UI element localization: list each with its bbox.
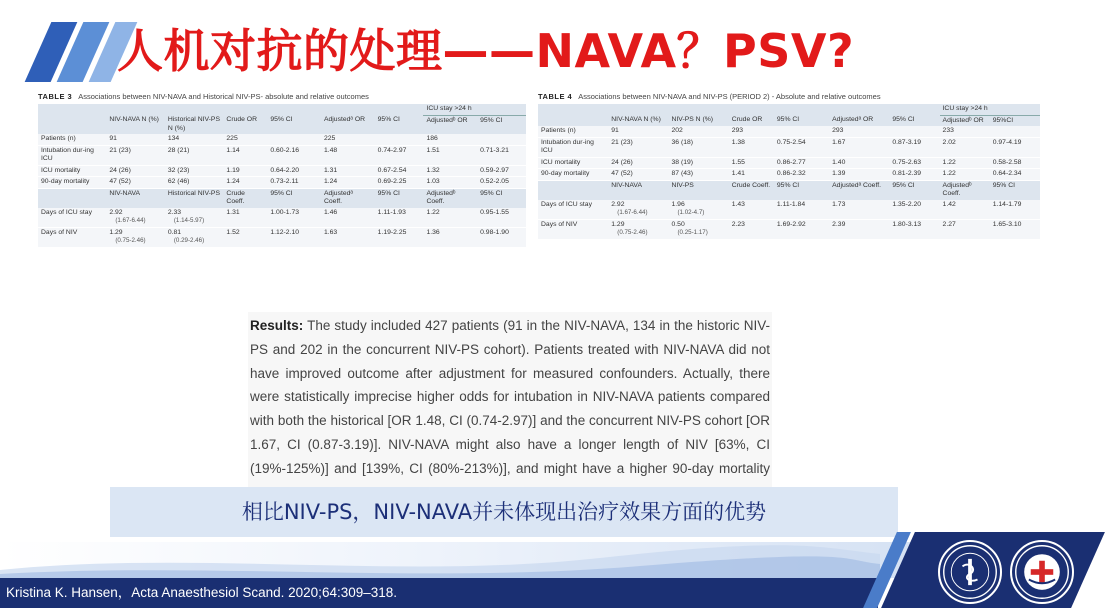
table-cell: 0.95-1.55 [477, 208, 526, 228]
table-cell [165, 227, 224, 247]
table-cell: 0.67-2.54 [375, 165, 424, 177]
conclusion-banner: 相比NIV-PS，NIV-NAVA并未体现出治疗效果方面的优势 [110, 487, 898, 537]
table-cell-value: (0.75-2.46) [617, 229, 648, 236]
table-cell: 0.86-2.77 [774, 157, 829, 169]
table-cell-value: 2.92 [109, 208, 123, 216]
table-cell: Days of ICU stay [38, 208, 106, 228]
table-cell [774, 104, 829, 115]
table-cell: 0.58-2.58 [990, 157, 1040, 169]
table-row [38, 227, 526, 247]
table-cell: 2.23 [729, 219, 774, 239]
table-cell: 1.67 [829, 137, 889, 157]
table-cell: ICU mortality [538, 157, 608, 169]
table-cell: 1.35-2.20 [889, 200, 939, 220]
table-cell-value: (0.25-1.17) [677, 229, 708, 236]
table-cell: 0.73-2.11 [267, 177, 321, 189]
table-cell [267, 134, 321, 145]
table-cell: 1.51 [423, 145, 477, 165]
table-cell [538, 104, 608, 115]
table-cell: Adjustedᵃ OR [321, 115, 375, 134]
icu-stay-header: ICU stay >24 h [423, 104, 526, 115]
table-cell: Intubation dur-ing ICU [538, 137, 608, 157]
table-cell: 1.69-2.92 [774, 219, 829, 239]
table-cell: 36 (18) [669, 137, 729, 157]
table-cell [774, 126, 829, 137]
table-cell: 95% CI [375, 188, 424, 208]
table-cell [223, 104, 267, 115]
table-cell [375, 104, 424, 115]
table-row [538, 169, 1040, 181]
table-cell: 38 (19) [669, 157, 729, 169]
table-cell [106, 104, 165, 115]
table-cell: 1.42 [940, 200, 990, 220]
table-cell: 95% CI [267, 188, 321, 208]
table-cell: 1.63 [321, 227, 375, 247]
table-cell: Intubation dur-ing ICU [38, 145, 106, 165]
table-cell [38, 104, 106, 115]
table-cell: 95% CI [477, 188, 526, 208]
table-cell: 2.02 [940, 137, 990, 157]
citation: Kristina K. Hansen，Acta Anaesthesiol Scand. 2020;64:309–318. [0, 578, 878, 608]
table-cell [538, 115, 608, 126]
table-cell: ICU mortality [38, 165, 106, 177]
table-cell: 1.00-1.73 [267, 208, 321, 228]
table-cell: 1.65-3.10 [990, 219, 1040, 239]
table-cell [477, 134, 526, 145]
table-cell [889, 104, 939, 115]
table-cell [165, 104, 224, 115]
table-cell: Adjustedᵇ Coeff. [423, 188, 477, 208]
table-cell: 21 (23) [106, 145, 165, 165]
table-row [538, 137, 1040, 157]
table-cell: 0.59-2.97 [477, 165, 526, 177]
table-cell: 2.39 [829, 219, 889, 239]
table-cell: 91 [608, 126, 668, 137]
table-cell: 28 (21) [165, 145, 224, 165]
table-cell: NIV-NAVA N (%) [106, 115, 165, 134]
table-cell: 21 (23) [608, 137, 668, 157]
table-cell: 24 (26) [608, 157, 668, 169]
table-row [538, 126, 1040, 137]
table-cell-value: (0.29-2.46) [173, 237, 205, 244]
table-cell: 91 [106, 134, 165, 145]
table-cell: 293 [729, 126, 774, 137]
table-cell-value: 1.29 [611, 220, 625, 228]
table-cell: Adjustedᵃ OR [829, 115, 889, 126]
footer-wave [0, 540, 880, 578]
table-cell: Days of NIV [38, 227, 106, 247]
table-caption [38, 90, 526, 104]
table-cell: 1.46 [321, 208, 375, 228]
table-cell-value: 1.96 [671, 200, 685, 208]
table-cell: 62 (46) [165, 177, 224, 189]
table-row [38, 177, 526, 189]
table-cell: 1.14-1.79 [990, 200, 1040, 220]
table-cell: 90-day mortality [538, 169, 608, 181]
table-cell: 1.12-2.10 [267, 227, 321, 247]
table-cell: 0.64-2.20 [267, 165, 321, 177]
table-cell: 47 (52) [608, 169, 668, 181]
table-row [538, 157, 1040, 169]
table-row [538, 219, 1040, 239]
table-cell: 1.32 [423, 165, 477, 177]
table-3-grid [38, 104, 526, 248]
table-cell: 1.22 [940, 169, 990, 181]
table-cell: 202 [669, 126, 729, 137]
table-cell: 1.48 [321, 145, 375, 165]
icu-stay-header: ICU stay >24 h [940, 104, 1040, 115]
table-cell: Crude Coeff. [729, 180, 774, 200]
table-cell-value: 0.50 [671, 220, 685, 228]
table-cell: 1.11-1.84 [774, 200, 829, 220]
table-cell: Patients (n) [538, 126, 608, 137]
table-cell: Historical NIV-PS [165, 188, 224, 208]
table-cell [608, 200, 668, 220]
table-cell: 0.71-3.21 [477, 145, 526, 165]
table-cell: 0.87-3.19 [889, 137, 939, 157]
table-cell-value: (0.75-2.46) [115, 237, 146, 244]
table-header-row [38, 188, 526, 208]
table-cell: 1.24 [321, 177, 375, 189]
table-cell: Patients (n) [38, 134, 106, 145]
table-cell: 95% CI [990, 180, 1040, 200]
table-3 [38, 90, 526, 248]
table-cell: 95% CI [477, 115, 526, 134]
table-cell: Historical NIV-PS N (%) [165, 115, 224, 134]
table-cell-value: (1.02-4.7) [677, 209, 705, 216]
table-label: TABLE 4 [538, 92, 573, 101]
table-cell: 1.24 [223, 177, 267, 189]
table-cell: 24 (26) [106, 165, 165, 177]
table-cell: Adjustedᵃ Coeff. [829, 180, 889, 200]
table-cell: Days of ICU stay [538, 200, 608, 220]
results-label: Results: [250, 318, 304, 333]
results-text: The study included 427 patients (91 in the NIV-NAVA, 134 in the historic NIV-PS and 202 in the concurrent NIV-PS cohort). Patients treated with NIV-NAVA did not have improved outcome after adjustment for measured confounders. Actually, there were statistically imprecise higher odds for intubation in NIV-NAVA patients compared with both the historical [OR 1.48, CI (0.74-2.97)] and the concurrent NIV-PS cohort [OR 1.67, CI (0.87-3.19)]. NIV-NAVA might also have a longer length of NIV [63%, CI (19%-125%)] and [139%, CI (80%-213%)], and might have a higher 90-day mortality [250, 318, 770, 476]
table-cell: NIV-NAVA [106, 188, 165, 208]
table-cell: 1.52 [223, 227, 267, 247]
table-cell: Adjustedᵇ Coeff. [940, 180, 990, 200]
table-cell: Crude OR [729, 115, 774, 126]
table-row [38, 165, 526, 177]
table-cell: NIV-NAVA N (%) [608, 115, 668, 126]
table-cell: 1.41 [729, 169, 774, 181]
table-cell: 1.38 [729, 137, 774, 157]
table-cell [608, 104, 668, 115]
table-cell [729, 104, 774, 115]
table-cell [608, 219, 668, 239]
table-header-row [38, 115, 526, 134]
table-cell: 0.69-2.25 [375, 177, 424, 189]
table-cell: 0.86-2.32 [774, 169, 829, 181]
table-cell: 293 [829, 126, 889, 137]
table-cell: 186 [423, 134, 477, 145]
table-cell: 0.52-2.05 [477, 177, 526, 189]
table-cell: 1.22 [423, 208, 477, 228]
table-cell [106, 227, 165, 247]
table-cell: 95% CI [774, 180, 829, 200]
table-header-row [538, 115, 1040, 126]
table-cell: 2.27 [940, 219, 990, 239]
table-caption-text: Associations between NIV-NAVA and NIV-PS (PERIOD 2) - Absolute and relative outcomes [578, 92, 881, 101]
table-cell: 1.31 [321, 165, 375, 177]
table-cell: 225 [223, 134, 267, 145]
results-paragraph [248, 312, 772, 487]
table-cell: 0.60-2.16 [267, 145, 321, 165]
table-cell: Crude Coeff. [223, 188, 267, 208]
table-cell: 1.55 [729, 157, 774, 169]
table-cell [165, 208, 224, 228]
table-cell: 233 [940, 126, 990, 137]
table-cell [38, 115, 106, 134]
table-caption [538, 90, 1040, 104]
table-cell: 1.43 [729, 200, 774, 220]
table-cell-value: 1.29 [109, 228, 123, 236]
table-cell: 90-day mortality [38, 177, 106, 189]
table-cell: 1.36 [423, 227, 477, 247]
table-cell [106, 208, 165, 228]
table-cell [538, 180, 608, 200]
table-cell-value: 2.33 [167, 208, 182, 216]
table-cell: Adjustedᵃ Coeff. [321, 188, 375, 208]
table-cell: 95% CI [889, 180, 939, 200]
table-cell: Adjustedᵇ OR [940, 115, 990, 126]
table-cell [889, 126, 939, 137]
table-cell: 95% CI [375, 115, 424, 134]
table-cell: 0.98-1.90 [477, 227, 526, 247]
university-seal-icon [938, 540, 1002, 604]
table-cell: Crude OR [223, 115, 267, 134]
table-cell: 47 (52) [106, 177, 165, 189]
table-cell [829, 104, 889, 115]
table-cell: NIV-PS [669, 180, 729, 200]
table-cell: 1.14 [223, 145, 267, 165]
hospital-seal-icon [1010, 540, 1074, 604]
table-cell-value: (1.14-5.97) [173, 217, 205, 224]
table-cell: 95%CI [990, 115, 1040, 126]
table-cell: 95% CI [774, 115, 829, 126]
table-row [538, 200, 1040, 220]
table-cell: 1.19 [223, 165, 267, 177]
table-cell [267, 104, 321, 115]
table-cell: 1.40 [829, 157, 889, 169]
table-cell: 1.03 [423, 177, 477, 189]
table-cell: 1.11-1.93 [375, 208, 424, 228]
table-cell: 0.97-4.19 [990, 137, 1040, 157]
table-cell-value: (1.67-6.44) [115, 217, 146, 224]
table-cell [669, 219, 729, 239]
table-header-row [538, 180, 1040, 200]
table-cell: 0.64-2.34 [990, 169, 1040, 181]
table-cell: 1.73 [829, 200, 889, 220]
table-caption-text: Associations between NIV-NAVA and Historical NIV-PS- absolute and relative outcomes [78, 92, 369, 101]
table-cell: 1.80-3.13 [889, 219, 939, 239]
table-cell: 1.19-2.25 [375, 227, 424, 247]
table-row [38, 134, 526, 145]
table-cell [38, 188, 106, 208]
table-cell: 95% CI [267, 115, 321, 134]
table-cell [990, 126, 1040, 137]
table-label: TABLE 3 [38, 92, 73, 101]
table-4 [538, 90, 1040, 240]
table-cell [669, 200, 729, 220]
table-cell: 1.31 [223, 208, 267, 228]
table-cell: 87 (43) [669, 169, 729, 181]
table-cell: NIV-PS N (%) [669, 115, 729, 126]
table-cell: NIV-NAVA [608, 180, 668, 200]
table-cell: 0.81-2.39 [889, 169, 939, 181]
table-cell: Adjustedᵇ OR [423, 115, 477, 134]
table-cell-value: (1.67-6.44) [617, 209, 648, 216]
table-cell: 0.75-2.54 [774, 137, 829, 157]
table-cell: 0.75-2.63 [889, 157, 939, 169]
table-cell-value: 2.92 [611, 200, 625, 208]
table-cell-value: 0.81 [167, 228, 182, 236]
table-cell [375, 134, 424, 145]
table-4-grid [538, 104, 1040, 240]
table-row [38, 145, 526, 165]
table-cell [321, 104, 375, 115]
table-cell: 134 [165, 134, 224, 145]
table-cell: 95% CI [889, 115, 939, 126]
slide-title: 人机对抗的处理——NAVA？PSV? [117, 24, 855, 78]
table-cell: 0.74-2.97 [375, 145, 424, 165]
table-cell: 32 (23) [165, 165, 224, 177]
table-cell: 225 [321, 134, 375, 145]
table-cell: Days of NIV [538, 219, 608, 239]
table-row [38, 208, 526, 228]
table-cell: 1.39 [829, 169, 889, 181]
table-cell: 1.22 [940, 157, 990, 169]
table-cell [669, 104, 729, 115]
